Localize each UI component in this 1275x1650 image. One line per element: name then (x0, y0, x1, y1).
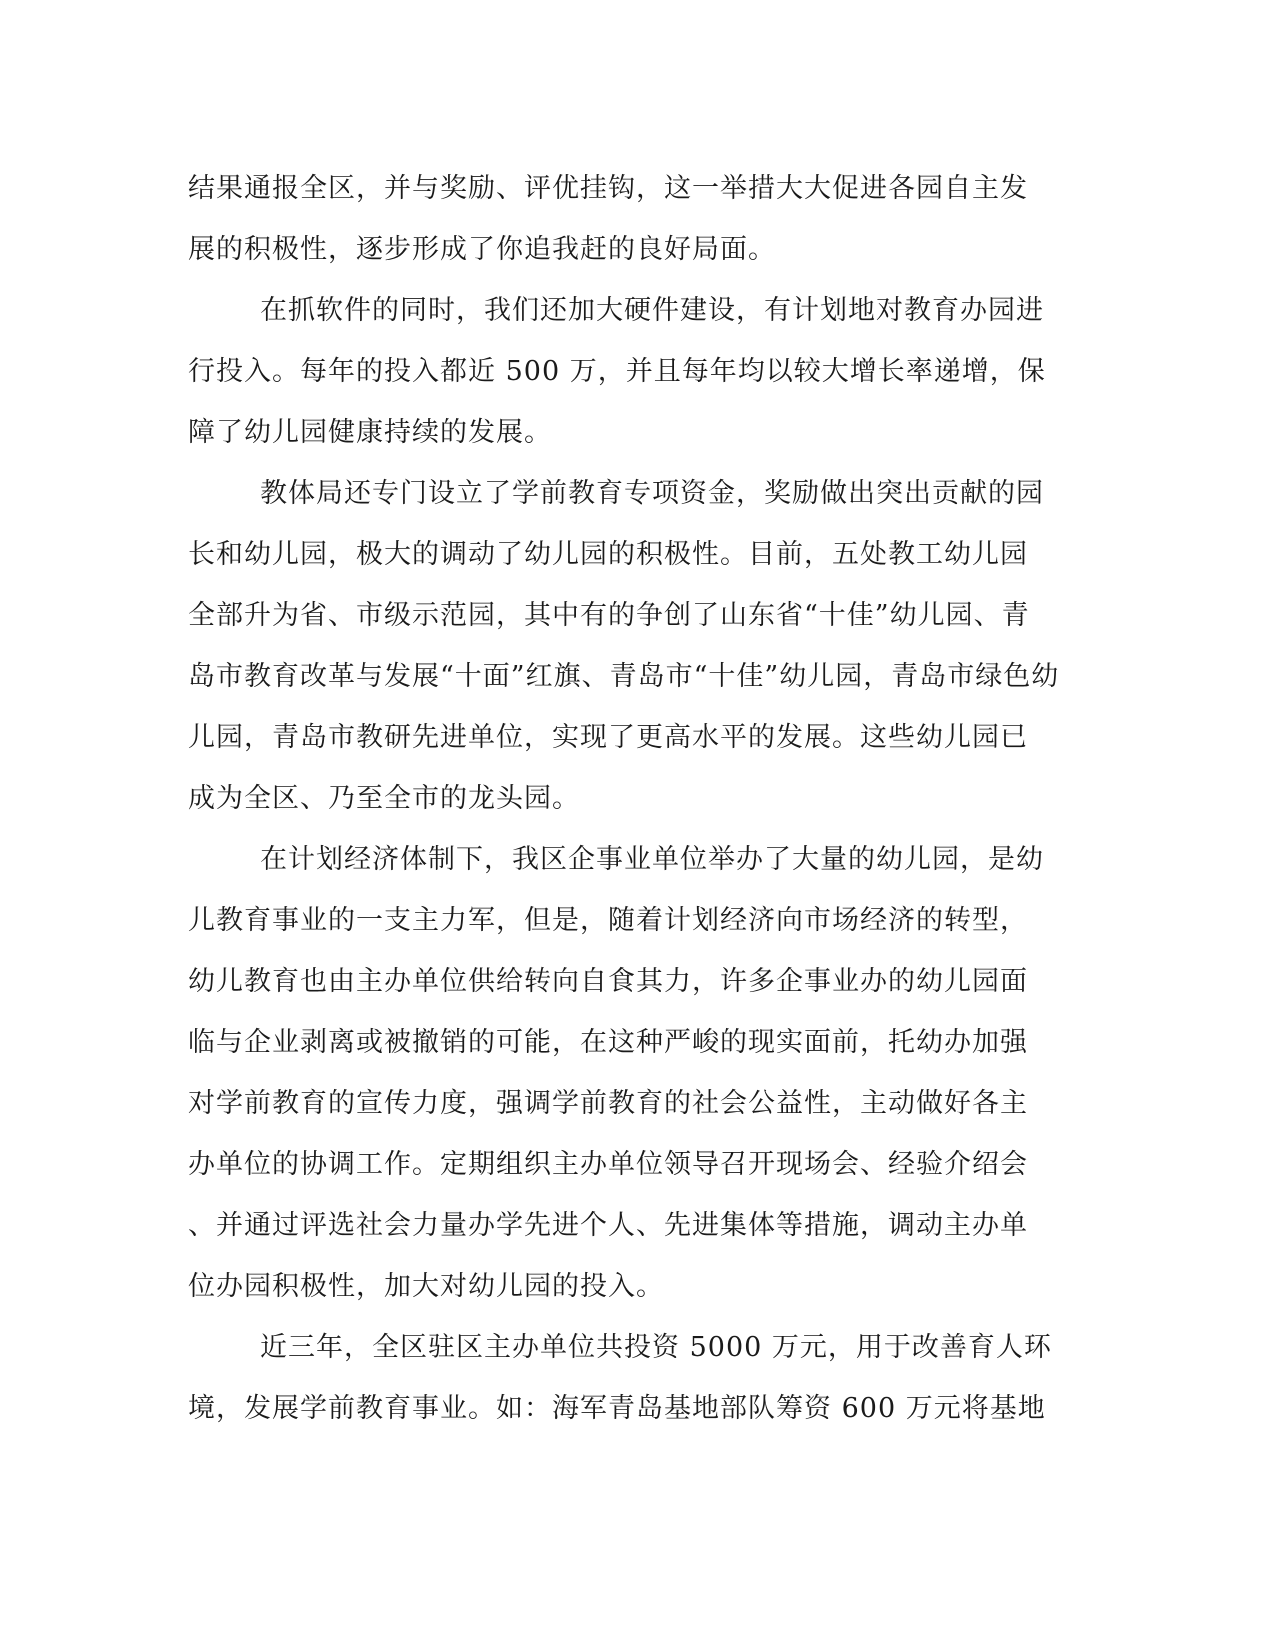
document-body (188, 158, 1088, 1439)
text-line: 长和幼儿园，极大的调动了幼儿园的积极性。目前，五处教工幼儿园 (188, 539, 1028, 570)
text-line: 儿园，青岛市教研先进单位，实现了更高水平的发展。这些幼儿园已 (188, 722, 1028, 753)
text-line: 对学前教育的宣传力度，强调学前教育的社会公益性，主动做好各主 (188, 1088, 1028, 1119)
text-line: 行投入。每年的投入都近 500 万，并且每年均以较大增长率递增，保 (188, 356, 1046, 387)
text-line: 幼儿教育也由主办单位供给转向自食其力，许多企事业办的幼儿园面 (188, 966, 1028, 997)
text-line: 儿教育事业的一支主力军，但是，随着计划经济向市场经济的转型， (188, 905, 1028, 936)
paragraph-start-line: 近三年，全区驻区主办单位共投资 5000 万元，用于改善育人环 (260, 1332, 1052, 1363)
text-line: 成为全区、乃至全市的龙头园。 (188, 783, 580, 814)
text-line: 岛市教育改革与发展“十面”红旗、青岛市“十佳”幼儿园，青岛市绿色幼 (188, 661, 1060, 692)
text-line: 位办园积极性，加大对幼儿园的投入。 (188, 1271, 664, 1302)
paragraph-start-line: 在计划经济体制下，我区企事业单位举办了大量的幼儿园，是幼 (260, 844, 1044, 875)
text-line: 展的积极性，逐步形成了你追我赶的良好局面。 (188, 234, 776, 265)
text-line: 障了幼儿园健康持续的发展。 (188, 417, 552, 448)
text-line: 临与企业剥离或被撤销的可能，在这种严峻的现实面前，托幼办加强 (188, 1027, 1028, 1058)
text-line: 境，发展学前教育事业。如：海军青岛基地部队筹资 600 万元将基地 (188, 1393, 1046, 1424)
text-line: 全部升为省、市级示范园，其中有的争创了山东省“十佳”幼儿园、青 (188, 600, 1030, 631)
text-line: 办单位的协调工作。定期组织主办单位领导召开现场会、经验介绍会 (188, 1149, 1028, 1180)
text-line: 、并通过评选社会力量办学先进个人、先进集体等措施，调动主办单 (188, 1210, 1028, 1241)
paragraph-start-line: 在抓软件的同时，我们还加大硬件建设，有计划地对教育办园进 (260, 295, 1044, 326)
paragraph-start-line: 教体局还专门设立了学前教育专项资金，奖励做出突出贡献的园 (260, 478, 1044, 509)
text-line: 结果通报全区，并与奖励、评优挂钩，这一举措大大促进各园自主发 (188, 173, 1028, 204)
